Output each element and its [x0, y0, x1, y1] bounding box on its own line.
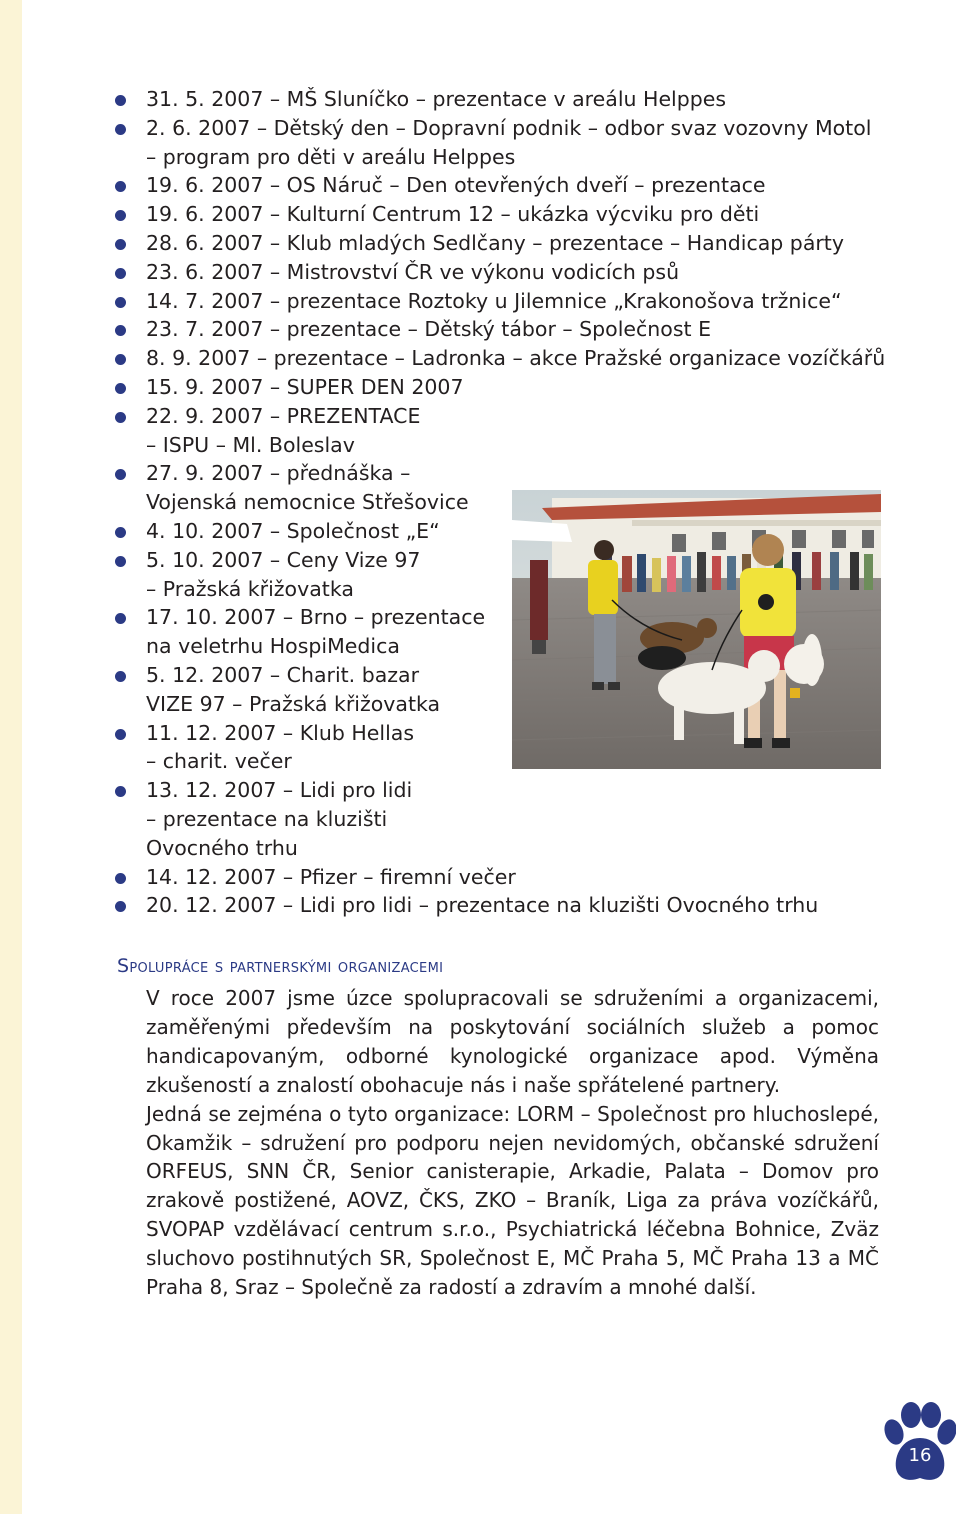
section-body [146, 984, 879, 1302]
event-text-line: Vojenská nemocnice Střešovice [146, 490, 469, 515]
event-item [146, 661, 440, 719]
event-text-line: 19. 6. 2007 – Kulturní Centrum 12 – ukázka výcviku pro děti [146, 202, 760, 227]
event-item [146, 863, 516, 892]
event-item [146, 171, 766, 200]
bullet-icon [115, 95, 126, 106]
event-text-line: – Pražská křižovatka [146, 576, 354, 601]
event-text-line: VIZE 97 – Pražská křižovatka [146, 691, 441, 716]
event-text-line: 17. 10. 2007 – Brno – prezentace [146, 605, 486, 630]
bullet-icon [115, 873, 126, 884]
bullet-icon [115, 671, 126, 682]
event-item [146, 344, 885, 373]
event-text-line: 23. 6. 2007 – Mistrovství ČR ve výkonu vodicích psů [146, 259, 680, 284]
event-text-line: 15. 9. 2007 – SUPER DEN 2007 [146, 375, 464, 399]
event-text-line: 5. 10. 2007 – Ceny Vize 97 [146, 547, 421, 572]
event-item [146, 114, 871, 172]
event-text-line: 2. 6. 2007 – Dětský den – Dopravní podnik – odbor svaz vozovny Motol [146, 115, 872, 140]
event-text-line: – charit. večer [146, 749, 292, 774]
bullet-icon [115, 901, 126, 912]
event-text-line: 14. 7. 2007 – prezentace Roztoky u Jilemnice „Krakonošova tržnice“ [146, 288, 842, 313]
bullet-icon [115, 786, 126, 797]
event-text-line: 14. 12. 2007 – Pfizer – firemní večer [146, 864, 516, 889]
event-text-line: 5. 12. 2007 – Charit. bazar [146, 663, 420, 687]
event-item [146, 287, 842, 316]
event-item [146, 603, 485, 661]
event-text-line: – program pro děti v areálu Helppes [146, 144, 516, 169]
event-text-line: 19. 6. 2007 – OS Náruč – Den otevřených dveří – prezentace [146, 173, 766, 198]
bullet-icon [115, 210, 126, 221]
paw-icon [884, 1402, 956, 1482]
event-text-line: 22. 9. 2007 – PREZENTACE [146, 403, 421, 428]
event-item [146, 258, 679, 287]
bullet-icon [115, 124, 126, 135]
bullet-icon [115, 613, 126, 624]
event-item [146, 776, 412, 862]
event-item [146, 517, 440, 546]
bullet-icon [115, 469, 126, 480]
event-item [146, 546, 420, 604]
event-item [146, 402, 420, 460]
section-paragraph-2: Jedná se zejména o tyto organizace: LORM – Společnost pro hluchoslepé, Okamžik – sdružení pro podporu nejen nevidomých, občanské sdružení ORFEUS, SNN ČR, Senior canisterapie, Arkadie, Palata – Domov pro zrakově postižené, AOVZ, ČKS, ZKO – Braník, Liga za práva vozíčkářů, SVOPAP vzdělávací centrum s.r.o., Psychiatrická léčebna Bohnice, Zväz sluchovo postihnutých SR, Společnost E, MČ Praha 5, MČ Praha 13 a MČ Praha 8, Sraz – Společně za radostí a zdravím a mnohé další. [146, 1101, 879, 1300]
event-item [146, 891, 818, 920]
event-photo [512, 490, 881, 769]
event-text-line: 13. 12. 2007 – Lidi pro lidi [146, 778, 413, 803]
event-item [146, 459, 469, 517]
event-text-line: 23. 7. 2007 – prezentace – Dětský tábor – Společnost E [146, 317, 712, 342]
bullet-icon [115, 297, 126, 308]
event-item [146, 229, 844, 258]
event-text-line: 28. 6. 2007 – Klub mladých Sedlčany – prezentace – Handicap párty [146, 231, 844, 255]
bullet-icon [115, 354, 126, 365]
event-text-line: 31. 5. 2007 – MŠ Sluníčko – prezentace v areálu Helppes [146, 87, 727, 111]
event-text-line: 20. 12. 2007 – Lidi pro lidi – prezentace na kluzišti Ovocného trhu [146, 893, 819, 918]
event-item [146, 373, 464, 402]
event-item [146, 315, 711, 344]
bullet-icon [115, 268, 126, 279]
bullet-icon [115, 181, 126, 192]
page-number: 16 [908, 1445, 932, 1466]
event-text-line: – prezentace na kluzišti [146, 806, 388, 831]
event-text-line: 11. 12. 2007 – Klub Hellas [146, 720, 415, 745]
event-text-line: na veletrhu HospiMedica [146, 634, 400, 659]
event-item [146, 200, 759, 229]
section-heading: Spolupráce s partnerskými organizacemi [117, 955, 444, 977]
bullet-icon [115, 412, 126, 423]
event-text-line: – ISPU – Ml. Boleslav [146, 432, 355, 457]
event-text-line: 27. 9. 2007 – přednáška – [146, 461, 411, 486]
bullet-icon [115, 325, 126, 336]
event-item [146, 719, 414, 777]
bullet-icon [115, 729, 126, 740]
bullet-icon [115, 556, 126, 567]
event-text-line: Ovocného trhu [146, 835, 298, 860]
bullet-icon [115, 383, 126, 394]
event-text-line: 8. 9. 2007 – prezentace – Ladronka – akce Pražské organizace vozíčkářů [146, 346, 886, 371]
event-item [146, 85, 726, 114]
bullet-icon [115, 239, 126, 250]
bullet-icon [115, 527, 126, 538]
left-decorative-band [0, 0, 22, 1514]
section-paragraph-1: V roce 2007 jsme úzce spolupracovali se sdruženími a organizacemi, zaměřenými především na poskytování sociálních služeb a pomoc handicapovaným, odborné kynologické organizace apod. Výměna zkušeností a znalostí obohacuje nás i naše spřátelené partnery. [146, 986, 879, 1097]
event-text-line: 4. 10. 2007 – Společnost „E“ [146, 519, 440, 543]
